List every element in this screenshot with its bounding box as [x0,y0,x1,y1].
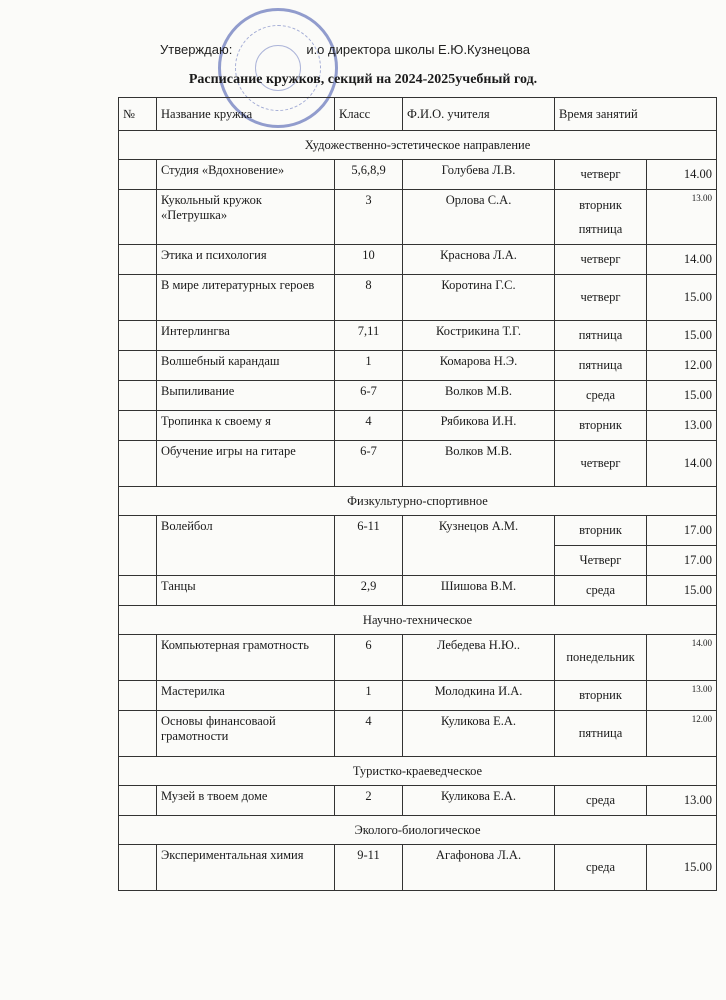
club-name: Танцы [157,576,335,606]
club-name: В мире литературных героев [157,275,335,321]
time-cell: 15.00 [647,381,717,411]
time-cell: 15.00 [647,845,717,891]
teacher-cell: Комарова Н.Э. [403,351,555,381]
time-cell: 13.00 [647,786,717,816]
day-cell: вторник [555,681,647,711]
club-name: Обучение игры на гитаре [157,441,335,487]
day-cell: пятница [555,711,647,757]
table-row [119,441,717,487]
time-cell: 12.00 [647,351,717,381]
day-cell: пятница [555,321,647,351]
teacher-cell: Куликова Е.А. [403,711,555,757]
teacher-cell: Агафонова Л.А. [403,845,555,891]
teacher-cell: Волков М.В. [403,381,555,411]
table-row [119,711,717,757]
row-number [119,190,157,245]
club-name: Кукольный кружок «Петрушка» [157,190,335,245]
table-row [119,381,717,411]
day-cell: четверг [555,245,647,275]
club-name: Выпиливание [157,381,335,411]
class-cell: 1 [335,681,403,711]
time-cell: 15.00 [647,321,717,351]
club-name: Интерлингва [157,321,335,351]
club-name: Экспериментальная химия [157,845,335,891]
table-row [119,845,717,891]
time-cell: 17.00 [647,516,717,546]
col-name-header: Название кружка [157,98,335,131]
club-name: Волшебный карандаш [157,351,335,381]
club-name: Мастерилка [157,681,335,711]
col-class-header: Класс [335,98,403,131]
teacher-cell: Кострикина Т.Г. [403,321,555,351]
day-cell: вторник [555,411,647,441]
club-name: Студия «Вдохновение» [157,160,335,190]
row-number [119,576,157,606]
table-row [119,190,717,245]
time-cell: 13.00 [647,411,717,441]
page-title: Расписание кружков, секций на 2024-2025учебный год. [188,72,538,87]
class-cell: 6-7 [335,381,403,411]
teacher-cell: Молодкина И.А. [403,681,555,711]
col-teacher-header: Ф.И.О. учителя [403,98,555,131]
table-row [119,245,717,275]
club-name: Этика и психология [157,245,335,275]
class-cell: 6-7 [335,441,403,487]
club-name: Волейбол [157,516,335,576]
time-cell: 13.00 [647,681,717,711]
row-number [119,516,157,576]
class-cell: 10 [335,245,403,275]
class-cell: 8 [335,275,403,321]
row-number [119,441,157,487]
table-row [119,635,717,681]
time-cell: 15.00 [647,576,717,606]
section-title: Художественно-эстетическое направление [119,131,717,160]
class-cell: 1 [335,351,403,381]
row-number [119,321,157,351]
row-number [119,786,157,816]
teacher-cell: Кузнецов А.М. [403,516,555,576]
row-number [119,381,157,411]
table-row [119,681,717,711]
time-cell: 14.00 [647,245,717,275]
day-value: вторник [579,198,622,212]
club-name: Тропинка к своему я [157,411,335,441]
section-row [119,816,717,845]
table-row [119,516,717,546]
teacher-cell: Куликова Е.А. [403,786,555,816]
table-row [119,411,717,441]
approve-label: Утверждаю: [160,42,233,57]
club-name: Компьютерная грамотность [157,635,335,681]
row-number [119,245,157,275]
day-cell: среда [555,576,647,606]
club-name: Музей в твоем доме [157,786,335,816]
row-number [119,635,157,681]
col-num-header: № [119,98,157,131]
row-number [119,845,157,891]
section-row [119,606,717,635]
section-row [119,487,717,516]
row-number [119,275,157,321]
day-cell: четверг [555,441,647,487]
teacher-cell: Рябикова И.Н. [403,411,555,441]
day-cell: понедельник [555,635,647,681]
time-cell: 14.00 [647,160,717,190]
class-cell: 6-11 [335,516,403,576]
time-cell: 17.00 [647,546,717,576]
teacher-cell: Коротина Г.С. [403,275,555,321]
time-cell: 14.00 [647,635,717,681]
table-row [119,786,717,816]
time-cell: 14.00 [647,441,717,487]
day-cell: среда [555,381,647,411]
day-cell: Четверг [555,546,647,576]
section-row [119,757,717,786]
day-cell: пятница [555,351,647,381]
section-row [119,131,717,160]
teacher-cell: Шишова В.М. [403,576,555,606]
day-cell [555,190,647,245]
row-number [119,411,157,441]
time-cell: 13.00 [647,190,717,245]
teacher-cell: Голубева Л.В. [403,160,555,190]
row-number [119,711,157,757]
day-cell: среда [555,845,647,891]
section-title: Научно-техническое [119,606,717,635]
class-cell: 2,9 [335,576,403,606]
class-cell: 3 [335,190,403,245]
director-name: и.о директора школы Е.Ю.Кузнецова [306,42,531,57]
section-title: Туристко-краеведческое [119,757,717,786]
day-cell: четверг [555,275,647,321]
time-cell: 12.00 [647,711,717,757]
section-title: Эколого-биологическое [119,816,717,845]
club-name: Основы финансоваой грамотности [157,711,335,757]
row-number [119,160,157,190]
class-cell: 2 [335,786,403,816]
time-cell: 15.00 [647,275,717,321]
class-cell: 4 [335,411,403,441]
class-cell: 4 [335,711,403,757]
schedule-table [118,97,717,891]
class-cell: 5,6,8,9 [335,160,403,190]
day-cell: вторник [555,516,647,546]
teacher-cell: Волков М.В. [403,441,555,487]
class-cell: 9-11 [335,845,403,891]
table-row [119,160,717,190]
day-cell: среда [555,786,647,816]
teacher-cell: Орлова С.А. [403,190,555,245]
row-number [119,681,157,711]
table-header-row [119,98,717,131]
col-time-header: Время занятий [555,98,717,131]
table-row [119,576,717,606]
row-number [119,351,157,381]
day-cell: четверг [555,160,647,190]
teacher-cell: Лебедева Н.Ю.. [403,635,555,681]
table-row [119,351,717,381]
class-cell: 7,11 [335,321,403,351]
class-cell: 6 [335,635,403,681]
teacher-cell: Краснова Л.А. [403,245,555,275]
approval-line [160,42,530,57]
section-title: Физкультурно-спортивное [119,487,717,516]
table-row [119,275,717,321]
table-row [119,321,717,351]
day-value-second: пятница [578,222,623,236]
